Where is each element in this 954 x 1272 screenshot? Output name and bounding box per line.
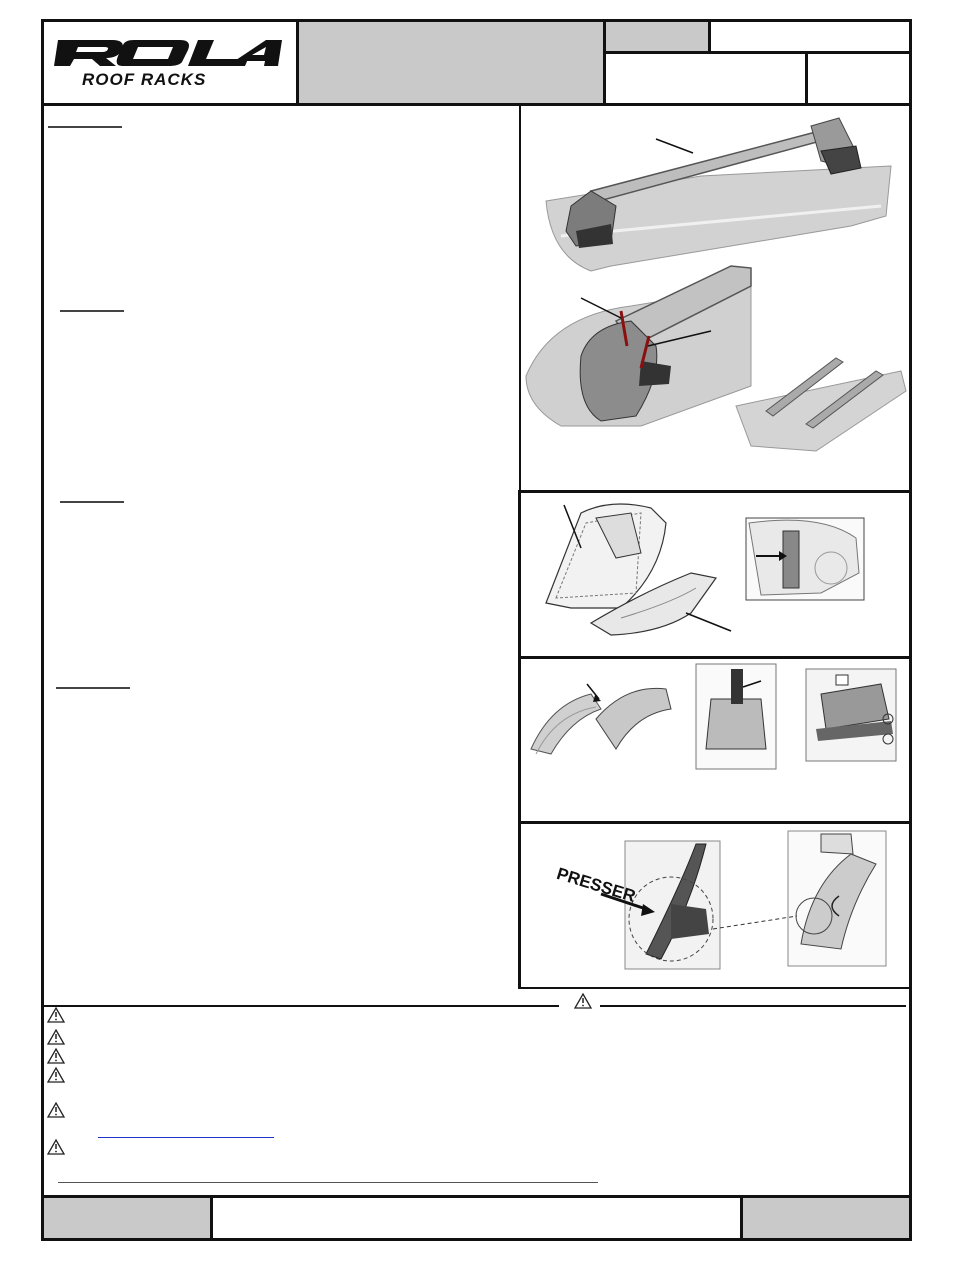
- header-col-divider-4: [805, 52, 808, 105]
- warnings-rule-right: [600, 1005, 906, 1007]
- step-heading-underline-3: [60, 501, 124, 503]
- footer-label-cell-right: [743, 1198, 909, 1238]
- header-label-cell: [606, 22, 709, 52]
- warning-triangle-icon: [47, 1067, 67, 1085]
- end-cap-illustration: [521, 493, 911, 656]
- presser-illustration: [521, 824, 911, 987]
- roof-bar-illustration: [521, 106, 911, 490]
- step-heading-underline-4: [56, 687, 130, 689]
- warnings-rule-left: [41, 1005, 559, 1007]
- warning-triangle-icon: [47, 1139, 67, 1157]
- rola-logo: [52, 36, 282, 92]
- warning-triangle-icon: [47, 1102, 67, 1120]
- footer-label-cell-left: [44, 1198, 211, 1238]
- footer-col-divider-1: [210, 1197, 213, 1239]
- warning-triangle-icon: [47, 1029, 67, 1047]
- header-col-divider-3: [708, 19, 711, 53]
- warning-triangle-icon: [47, 1007, 67, 1025]
- step-heading-underline-2: [60, 310, 124, 312]
- warning-triangle-icon: [574, 993, 594, 1011]
- footnote-rule: [58, 1182, 598, 1183]
- header-title-cell: [299, 22, 603, 103]
- website-link[interactable]: [98, 1137, 274, 1138]
- panel-left-edge: [518, 490, 520, 988]
- header-row-divider: [606, 51, 912, 54]
- warning-triangle-icon: [47, 1048, 67, 1066]
- panel-bottom: [518, 987, 912, 989]
- presser-label: PRESSER: [554, 864, 638, 906]
- step-heading-underline-1: [48, 126, 122, 128]
- foot-assembly-illustration: [521, 659, 911, 821]
- logo-subtext: ROOF RACKS: [82, 70, 207, 89]
